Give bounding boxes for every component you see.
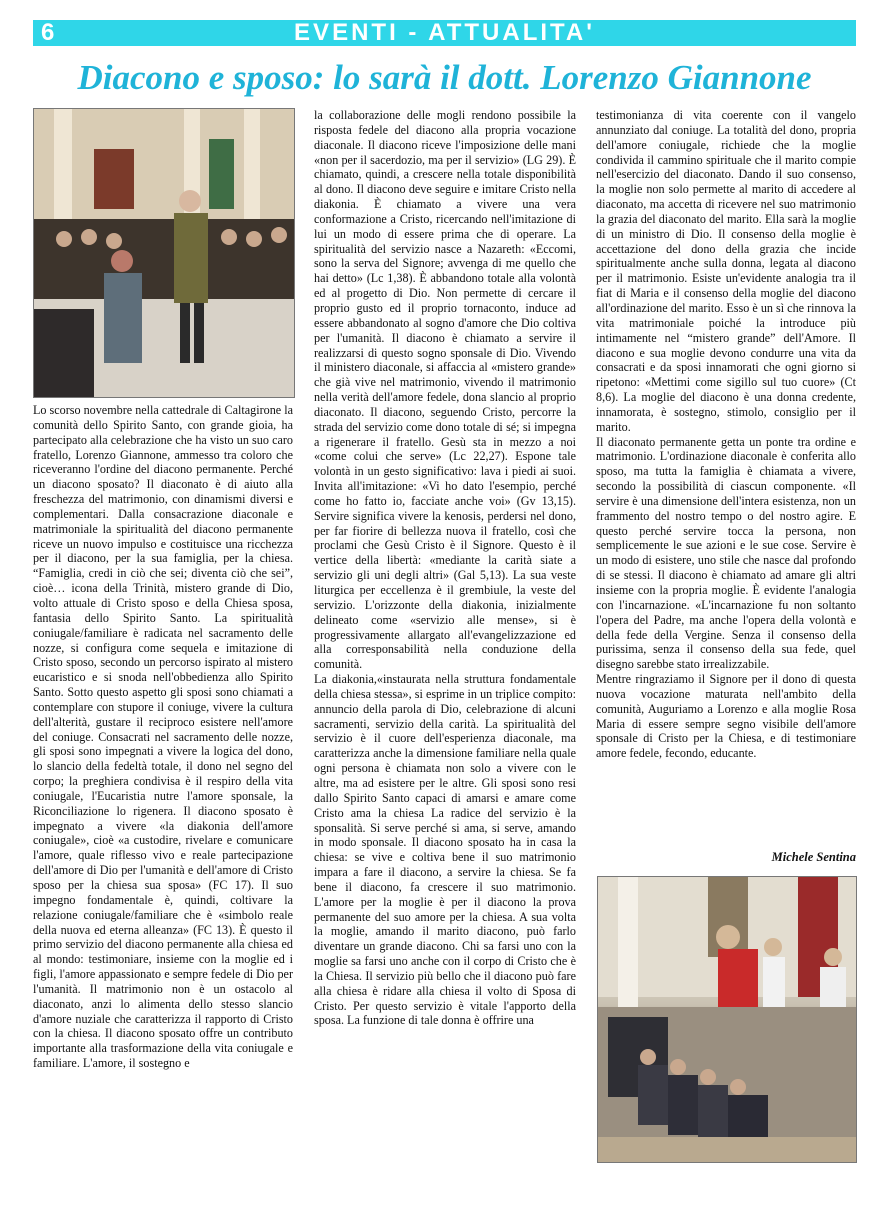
photo-kneeling-candidates <box>597 876 857 1163</box>
section-title: EVENTI - ATTUALITA' <box>294 19 595 46</box>
article-paragraph: testimonianza di vita coerente con il vangelo annunziato dal coniuge. La totalità del dono, propria dell'amore coniugale, richiede che la moglie condivida il cammino spirituale che il marito compie nell'esercizio del diaconato. Dando il suo consenso, la moglie non solo permette al marito di accedere al diaconato, ma accetta di ricevere nel suo matrimonio la grazia del diaconato del marito. Ella sarà la moglie di un ministro di Dio. Il consenso della moglie è accettazione del dono della grazia che incide spiritualmente anche sulla donna, legata al diacono per il matrimonio. Esiste un'evidente analogia tra il fiat di Maria e il consenso della moglie del diacono all'ordinazione del marito. Esso è un sì che rinnova la vita matrimoniale poiché la introduce più intimamente nel “mistero grande” dell'Amore. Il diacono e sua moglie devono condurre una vita da consacrati e da sposi innamorati che ogni giorno si ripetono: «Mettimi come sigillo sul tuo cuore» (Ct 8,6). La moglie del diacono è una donna credente, innamorata, è sostegno, stimolo, consiglio per il marito. <box>596 108 856 434</box>
article-paragraph: Il diaconato permanente getta un ponte tra ordine e matrimonio. L'ordinazione diaconale è conferita allo sposo, ma tutta la famiglia è chiamata a vivere, secondo la possibilità di ciascun componente. «Il servire è una dimensione dell'intera esistenza, non un frammento del nostro tempo o del nostro agire. E questo perché servire tocca la persona, non semplicemente le sue azioni e le sue cose. Servire è un modo di esistere, uno stile che nasce dal profondo di se stessi. Il diacono è chiamato ad amare gli altri insieme con la propria moglie. È evidente l'analogia con l'incarnazione. «L'incarnazione fu non soltanto l'opera del Padre, ma anche l'opera della volontà e della fede della Vergine. Senza il consenso della purissima, senza il consenso della sua fede, quel disegno sarebbe stato irrealizzabile. <box>596 434 856 672</box>
article-paragraph: La diakonia,«instaurata nella struttura fondamentale della chiesa stessa», si esprime in un triplice compito: annuncio della parola di Dio, celebrazione di alcuni sacramenti, servizio della carità. La spiritualità del servizio è il cuore dell'esperienza diaconale, ma caratterizza anche la dimensione familiare nella quale ogni persona è chiamata non solo a vivere con le altre, ma ad esistere per le altre. Gli sposi sono resi dallo Spirito Santo capaci di amarsi e amare come Cristo ama la chiesa La radice del servizio è la sponsalità. Si serve perché si ama, si serve, amando in modo sponsale. Il diacono sposato ha in casa la chiesa: se vive e coltiva bene il suo matrimonio impara a fare il diacono, a servire la chiesa. Se fa bene il diacono, fa crescere il suo matrimonio. L'amore per la moglie è per il diacono la prova permanente del suo amore per la chiesa. A sua volta la moglie, amando il marito diacono, può farlo diventare un grande diacono. Chi sa farsi uno con la moglie sa farsi uno anche con il corpo di Cristo che è la Chiesa. Il servizio più bello che il diacono può fare alla chiesa è ridare alla chiesa il volto di Sposa di Cristo. Per questo servizio è vitale l'apporto della sposa. La funzione di tale donna è offrire una <box>314 672 576 1028</box>
article-column-2 <box>314 108 576 1028</box>
photo-cathedral-ceremony <box>33 108 295 398</box>
article-paragraph: Mentre ringraziamo il Signore per il dono di questa nuova vocazione maturata nell'ambito della comunità, Auguriamo a Lorenzo e alla moglie Rosa Maria di essere sempre segno visibile dell'amore sponsale di Cristo per la Chiesa, e di testimoniare amore fedele, fecondo, educante. <box>596 672 856 761</box>
author-signature: Michele Sentina <box>771 850 856 864</box>
article-paragraph: Lo scorso novembre nella cattedrale di Caltagirone la comunità dello Spirito Santo, con grande gioia, ha partecipato alla celebrazione che ha visto un suo caro fratello, Lorenzo Giannone, ammesso tra coloro che riceveranno l'ordine del diacono permanente. Perché un diacono sposato? Il diaconato è di aiuto alla freschezza del matrimonio, con dinamismi diversi e complementari. Dalla consacrazione diaconale e matrimoniale la spiritualità del diacono permanente riceve un nuovo impulso e costituisce una ricchezza per il diacono, per la sua famiglia, per la chiesa. “Famiglia, credi in ciò che sei; diventa ciò che sei”, cioè… icona della Trinità, mistero grande di Dio, volto attuale di Cristo sposo e della Chiesa sposa, fantasia dello Spirito Santo. La spiritualità coniugale/familiare è radicata nel sacramento delle nozze, si configura come sequela e imitazione di Cristo sposo, secondo un percorso ispirato al mistero eucaristico e si snoda nell'obbedienza allo Spirito Santo. Sotto questo aspetto gli sposi sono chiamati a contemplare con stupore il coniuge, vivere la cultura dell'alterità, gustare il reciproco esistere nell'amore del coniuge. Consacrati nel sacramento delle nozze, gli sposi sono impegnati a vivere la logica del dono, lo slancio della fedeltà totale, il dono nel segno del corpo; la preghiera condivisa è il respiro della vita coniugale, l'Eucaristia nutre l'amore sponsale, la Riconciliazione lo rigenera. Il diacono sposato è impegnato a vivere «la diakonia dell'amore coniugale», cioè «a custodire, rivelare e comunicare l'amore, quale riflesso vivo e reale partecipazione dell'amore di Dio per l'umanità e dell'amore di Cristo sposo per la chiesa sua sposa» (FC 17). Il suo impegno fondamentale è, quindi, coltivare la relazione coniugale/familiare che è «simbolo reale della nuova ed eterna alleanza» (FC 13). È questo il primo servizio del diacono permanente alla chiesa ed al mondo: testimoniare, insieme con la moglie ed i figli, l'amore appassionato e sempre fedele di Dio per l'umanità. Il matrimonio non è un ostacolo al diaconato, anzi lo alimenta dello stesso slancio d'amore nuziale che caratterizza il rapporto di Cristo con la chiesa. Il diacono sposato offre un contributo importante alla trasformazione della vita coniugale e familiare. L'amore, il sostegno e <box>33 403 293 1071</box>
article-paragraph: la collaborazione delle mogli rendono possibile la risposta fedele del diacono alla propria vocazione diaconale. Il diacono riceve l'imposizione delle mani «non per il sacerdozio, ma per il servizio» (LG 29). È chiamato, quindi, a crescere nella totale disponibilità al dono. Il diacono deve seguire e imitare Cristo nella diakonia. È chiamato a vivere una vera conformazione a Cristo, ricercando nell'imitazione di lui un modo di essere prima che di operare. La spiritualità del servizio nasce a Nazareth: «Eccomi, sono la serva del Signore; avvenga di me quello che hai detto» (Lc 1,38). È abbandono totale alla volontà ed al progetto di Dio. Non permette di cercare il proprio gusto ed il proprio tornaconto, induce ad essere abbandonato al sogno d'amore che Dio coltiva per l'umanità. Il diacono è chiamato a servire il realizzarsi di questo sogno sponsale di Dio. Vivendo il ministero diaconale, si affaccia al «mistero grande» che già vive nel matrimonio, vivendo il matrimonio nella verità dell'amore fedele, dona slancio al proprio diaconato. Il diacono, seguendo Cristo, percorre la strada del servizio come dono totale di sé; si impegna a rigenerare il fratello. Gesù sta in mezzo a noi «come colui che serve» (Lc 22,27). Espone tale volontà in un gesto significativo: lava i piedi ai suoi. Invita all'imitazione: «Vi ho dato l'esempio, perché come ho fatto io, facciate anche voi» (Gv 13,15). Servire significa vivere la kenosis, perdersi nel dono, per far fiorire di bellezza nuova il fratello, così che proclami che Gesù Cristo è il Signore. Questo è il vertice della libertà: «mediante la carità siate a servizio gli uni degli altri» (Gal 5,13). La sua veste liturgica per eccellenza è il grembiule, la veste del servizio. L'orizzonte della diakonia, inizialmente delineato come «servizio alle mense», si è progressivamente allargato all'evangelizzazione ed alla corresponsabilità nella conduzione della comunità. <box>314 108 576 672</box>
article-column-3 <box>596 108 856 761</box>
article-column-1 <box>33 403 293 1071</box>
photo-cathedral-illustration <box>34 109 294 397</box>
article-headline: Diacono e sposo: lo sarà il dott. Lorenzo Giannone <box>77 58 812 97</box>
section-header-bar <box>33 20 856 46</box>
photo-altar-illustration <box>598 877 856 1162</box>
page-number: 6 <box>41 19 55 46</box>
